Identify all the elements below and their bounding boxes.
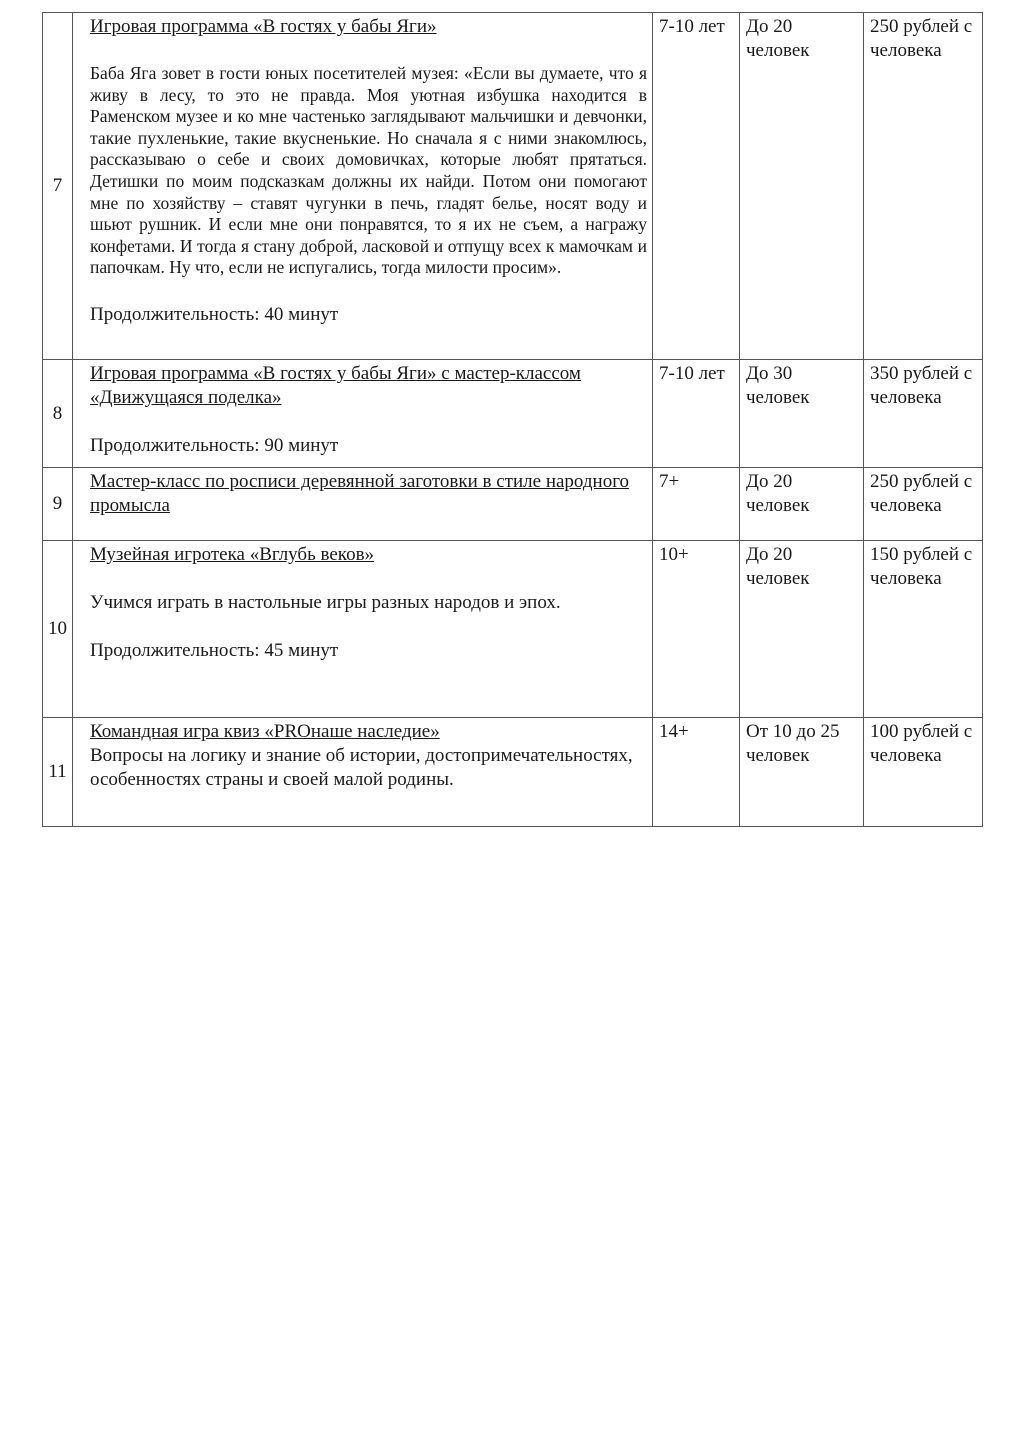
table-row [43,360,983,468]
program-duration: Продолжительность: 45 минут [90,640,339,661]
program-title: Музейная игротека «Вглубь веков» [90,544,375,565]
table-row [43,13,983,360]
row-number: 9 [43,468,73,541]
program-cell [73,541,653,718]
table-row [43,468,983,541]
program-title: Мастер-класс по росписи деревянной заготовки в стиле народного промысла [90,471,630,516]
capacity-cell: До 20 человек [740,13,864,360]
programs-table [42,12,983,827]
age-cell: 10+ [653,541,740,718]
age-cell: 7+ [653,468,740,541]
price-cell: 100 рублей с человека [864,718,983,827]
row-number: 8 [43,360,73,468]
price-cell: 250 рублей с человека [864,468,983,541]
program-description: Вопросы на логику и знание об истории, достопримечательностях, особенностях страны и своей малой родины. [90,745,633,790]
program-duration: Продолжительность: 90 минут [90,435,339,456]
program-duration: Продолжительность: 40 минут [90,303,339,325]
row-number: 10 [43,541,73,718]
price-cell: 150 рублей с человека [864,541,983,718]
program-cell [73,468,653,541]
program-cell [73,360,653,468]
program-description: Учимся играть в настольные игры разных народов и эпох. [90,592,561,613]
table-row [43,718,983,827]
program-title: Игровая программа «В гостях у бабы Яги» [90,16,437,37]
program-title: Командная игра квиз «PROнаше наследие» [90,721,440,742]
capacity-cell: До 20 человек [740,468,864,541]
program-description: Баба Яга зовет в гости юных посетителей музея: «Если вы думаете, что я живу в лесу, то это не правда. Моя уютная избушка находится в Раменском музее и ко мне частенько заглядывают мальчишки и девчонки, такие пухленькие, такие вкусненькие. Но сначала я с ними знакомлюсь, рассказываю о себе и своих домовичках, которые любят прятаться. Детишки по моим подсказкам должны их найди. Потом они помогают мне по хозяйству – ставят чугунки в печь, гладят белье, носят воду и шьют рушник. И если мне они понравятся, то я их не съем, а награжу конфетами. И тогда я стану доброй, ласковой и отпущу всех к мамочкам и папочкам. Ну что, если не испугались, тогда милости просим». [90,63,647,278]
price-cell: 350 рублей с человека [864,360,983,468]
age-cell: 14+ [653,718,740,827]
capacity-cell: От 10 до 25 человек [740,718,864,827]
price-cell: 250 рублей с человека [864,13,983,360]
age-cell: 7-10 лет [653,360,740,468]
capacity-cell: До 30 человек [740,360,864,468]
row-number: 11 [43,718,73,827]
program-cell [73,13,653,360]
table-row [43,541,983,718]
capacity-cell: До 20 человек [740,541,864,718]
program-cell [73,718,653,827]
program-title: Игровая программа «В гостях у бабы Яги» с мастер-классом «Движущаяся поделка» [90,363,581,408]
age-cell: 7-10 лет [653,13,740,360]
row-number: 7 [43,13,73,360]
